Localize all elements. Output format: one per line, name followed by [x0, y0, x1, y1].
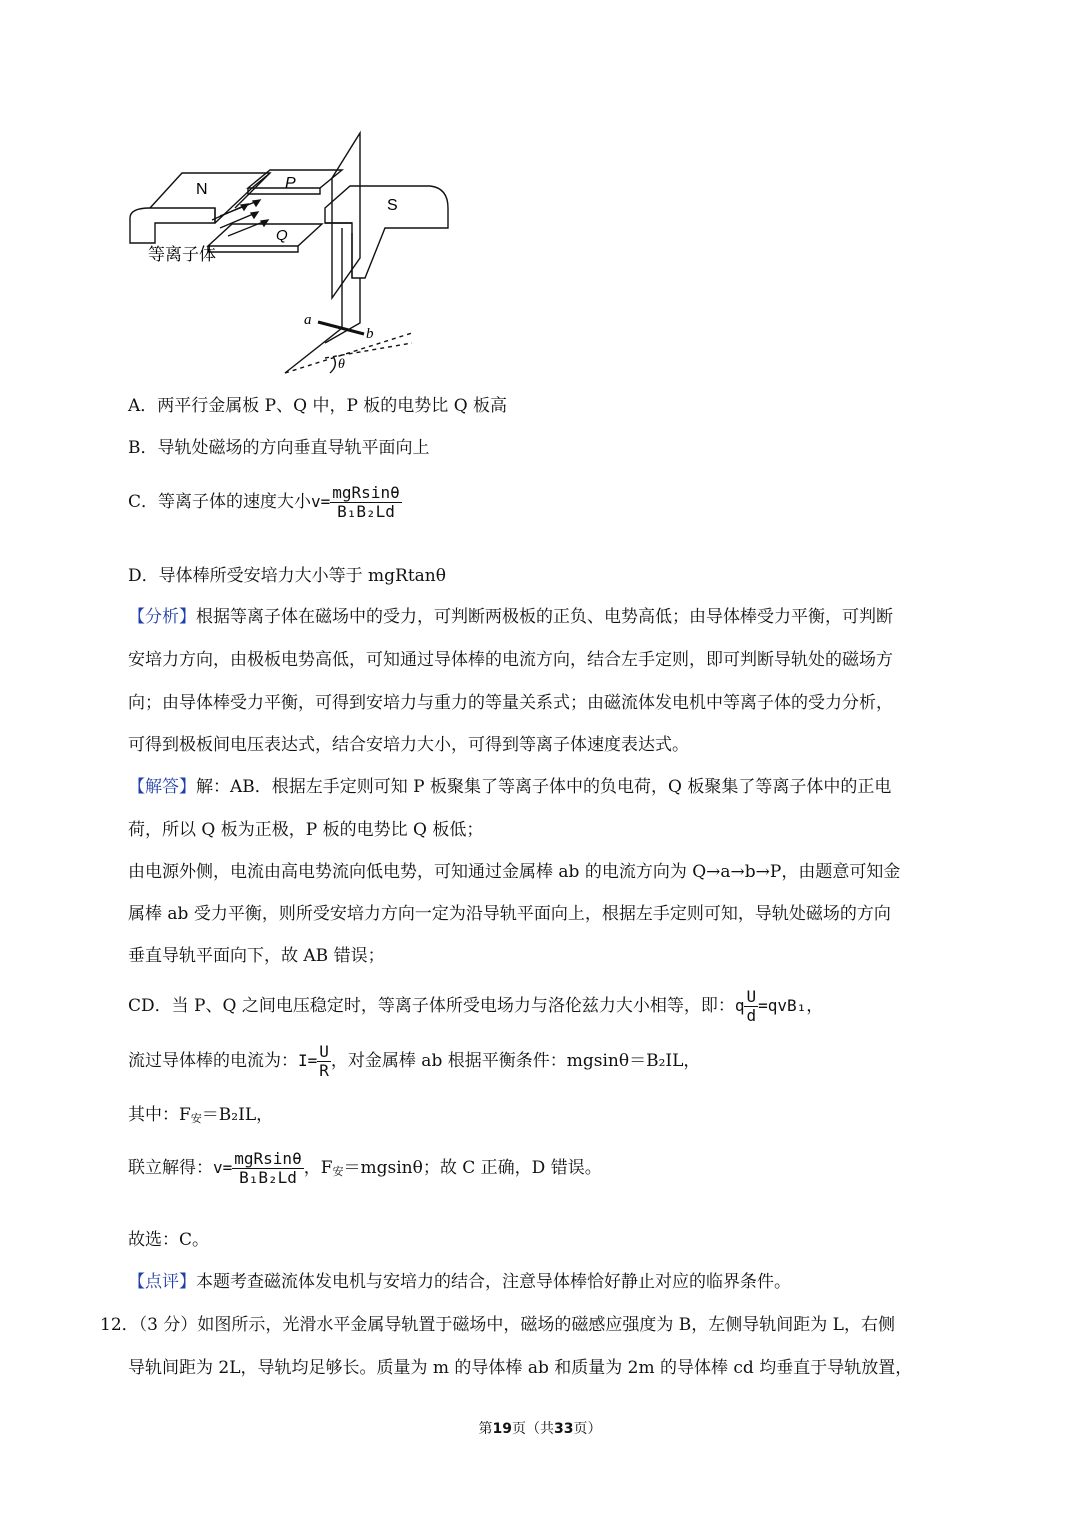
answer-line-1: 【解答】解：AB．根据左手定则可知 P 板聚集了等离子体中的负电荷，Q 板聚集了等离子体中的正电: [128, 777, 892, 797]
option-c-fraction: [330, 484, 401, 521]
analysis-line-1: 【分析】根据等离子体在磁场中的受力，可判断两极板的正负、电势高低；由导体棒受力平衡，可判断: [128, 607, 893, 627]
option-d: D．导体棒所受安培力大小等于 mgRtanθ: [128, 566, 446, 586]
option-c-v: v=: [311, 492, 331, 511]
current-fraction: $\frac{U}{R}$: [319, 1042, 329, 1080]
answer-cd-line: CD．当 P、Q 之间电压稳定时，等离子体所受电场力与洛伦兹力大小相等，即：q $\frac{U}{d}$ =qvB₁，: [128, 987, 824, 1025]
option-c: [128, 484, 402, 521]
answer-line-3: 由电源外侧，电流由高电势流向低电势，可知通过金属棒 ab 的电流方向为 Q→a→b→P，由题意可知金: [128, 862, 901, 882]
page-total: 33: [554, 1421, 574, 1437]
answer-line-2: 荷，所以 Q 板为正极，P 板的电势比 Q 板低；: [128, 820, 484, 840]
answer-solve-line: 联立解得：v= $\frac{\text{mgRsinθ}}{\text{B₁B₂Ld}}$ ，F安＝mgsinθ；故 C 正确，D 错误。: [128, 1149, 602, 1187]
page-number: 19: [492, 1421, 512, 1437]
solve-fraction: $\frac{\text{mgRsinθ}}{\text{B₁B₂Ld}}$: [234, 1149, 302, 1187]
option-c-denominator: B₁B₂Ld: [337, 502, 395, 521]
label-S: S: [387, 197, 398, 214]
question-12-line-1: 12．（3 分）如图所示，光滑水平金属导轨置于磁场中，磁场的磁感应强度为 B，左侧导轨间距为 L，右侧: [100, 1315, 895, 1335]
answer-where-line: 其中：F安＝B₂IL，: [128, 1105, 274, 1125]
answer-line-5: 垂直导轨平面向下，故 AB 错误；: [128, 946, 385, 966]
label-plasma: 等离子体: [148, 245, 216, 265]
label-a: a: [304, 312, 312, 328]
option-c-prefix: C．等离子体的速度大小: [128, 492, 312, 512]
analysis-line-4: 可得到极板间电压表达式，结合安培力大小，可得到等离子体速度表达式。: [128, 735, 689, 755]
cd-fraction: $\frac{U}{d}$: [746, 987, 757, 1025]
option-a: A．两平行金属板 P、Q 中，P 板的电势比 Q 板高: [128, 396, 508, 416]
answer-current-line: 流过导体棒的电流为：I= $\frac{U}{R}$ ，对金属棒 ab 根据平衡条件：mgsinθ＝B₂IL，: [128, 1042, 701, 1080]
option-c-numerator: mgRsinθ: [332, 483, 400, 502]
label-theta: θ: [338, 357, 345, 372]
label-P: P: [285, 175, 296, 192]
magnetohydrodynamic-generator-figure: [120, 128, 460, 378]
analysis-line-2: 安培力方向，由极板电势高低，可知通过导体棒的电流方向，结合左手定则，即可判断导轨处的磁场方: [128, 650, 893, 670]
analysis-line-3: 向；由导体棒受力平衡，可得到安培力与重力的等量关系式；由磁流体发电机中等离子体的受力分析，: [128, 693, 893, 713]
label-Q: Q: [276, 227, 288, 244]
label-N: N: [196, 181, 208, 198]
question-12-line-2: 导轨间距为 2L，导轨均足够长。质量为 m 的导体棒 ab 和质量为 2m 的导体棒 cd 均垂直于导轨放置，: [128, 1358, 913, 1378]
page-footer: 第19页（共33页）: [478, 1421, 602, 1437]
comment-tag: 【点评】: [128, 1272, 196, 1292]
analysis-tag: 【分析】: [128, 607, 196, 627]
label-b: b: [366, 326, 374, 342]
answer-tag: 【解答】: [128, 777, 196, 797]
option-b: B．导轨处磁场的方向垂直导轨平面向上: [128, 438, 430, 458]
answer-line-4: 属棒 ab 受力平衡，则所受安培力方向一定为沿导轨平面向上，根据左手定则可知，导轨处磁场的方向: [128, 904, 891, 924]
comment-line: 【点评】本题考查磁流体发电机与安培力的结合，注意导体棒恰好静止对应的临界条件。: [128, 1272, 791, 1292]
answer-choice: 故选：C。: [128, 1230, 210, 1250]
